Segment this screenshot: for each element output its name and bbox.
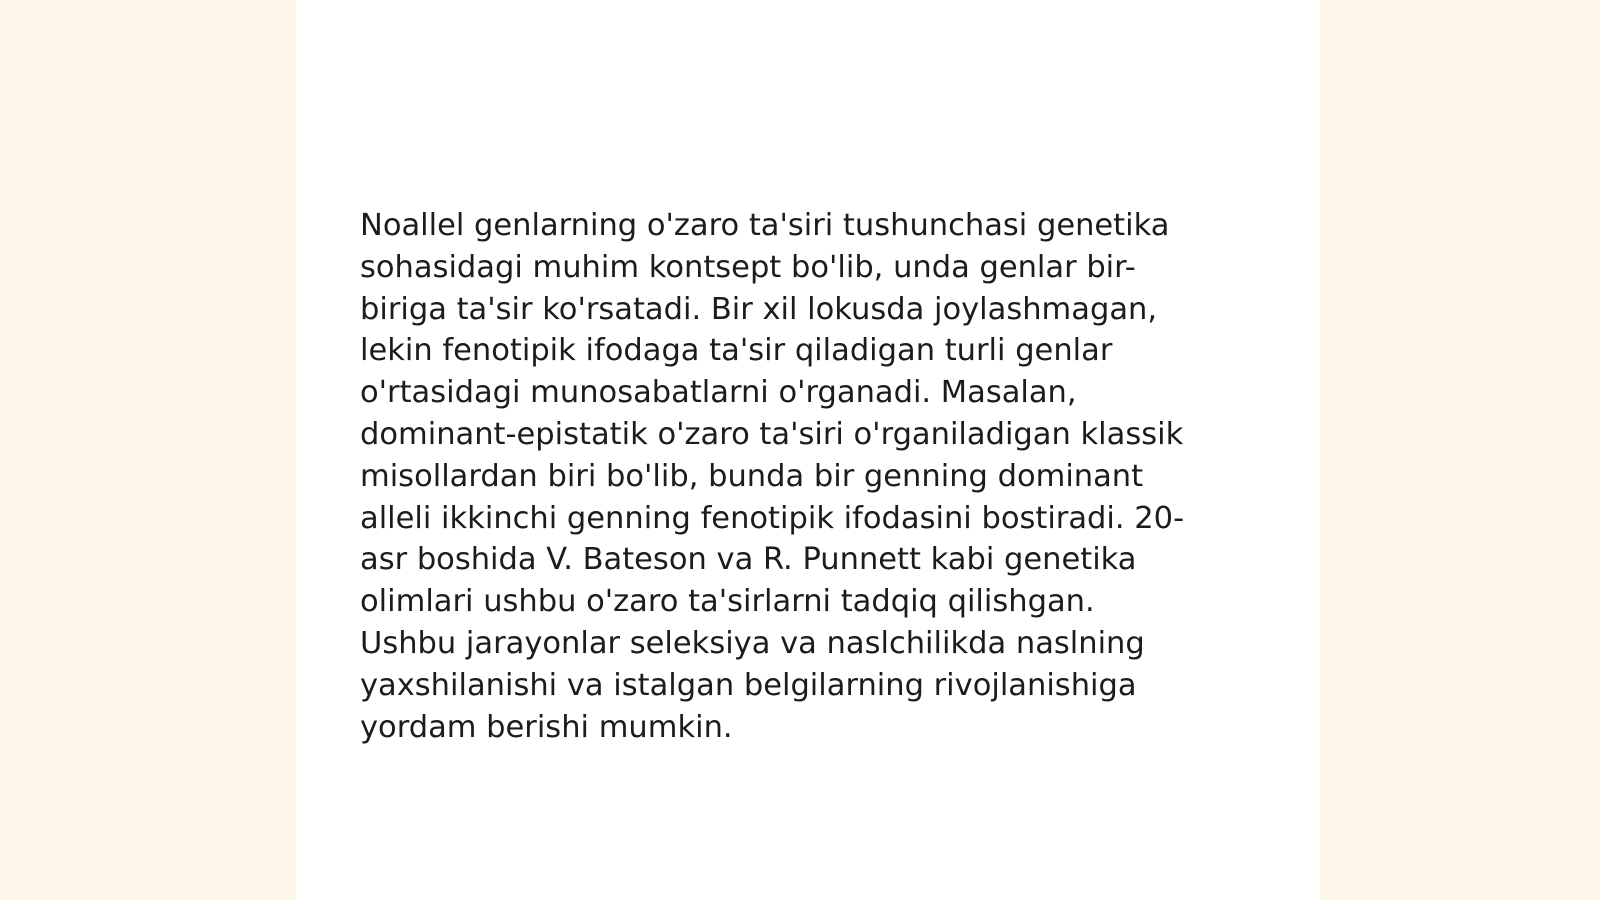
- text-line-13: yordam berishi mumkin.: [360, 709, 733, 745]
- text-line-1: Noallel genlarning o'zaro ta'siri tushunchasi genetika: [360, 208, 1170, 243]
- text-line-9: asr boshida V. Bateson va R. Punnett kabi genetika: [360, 542, 1137, 578]
- text-line-12: yaxshilanishi va istalgan belgilarning rivojlanishiga: [360, 667, 1137, 703]
- text-line-10: olimlari ushbu o'zaro ta'sirlarni tadqiq qilishgan.: [360, 584, 1095, 620]
- text-line-7: misollardan biri bo'lib, bunda bir genning dominant: [360, 458, 1144, 494]
- text-line-11: Ushbu jarayonlar seleksiya va naslchilikda naslning: [360, 625, 1145, 661]
- text-line-3: biriga ta'sir ko'rsatadi. Bir xil lokusda joylashmagan,: [360, 291, 1158, 327]
- text-line-5: o'rtasidagi munosabatlarni o'rganadi. Masalan,: [360, 375, 1077, 411]
- text-line-8: alleli ikkinchi genning fenotipik ifodasini bostiradi. 20-: [360, 500, 1185, 536]
- document-page: [296, 0, 1320, 900]
- text-line-2: sohasidagi muhim kontsept bo'lib, unda genlar bir-: [360, 249, 1136, 285]
- text-line-4: lekin fenotipik ifodaga ta'sir qiladigan turli genlar: [360, 333, 1113, 369]
- text-line-6: dominant-epistatik o'zaro ta'siri o'rganiladigan klassik: [360, 416, 1184, 452]
- body-paragraph: [360, 205, 1260, 748]
